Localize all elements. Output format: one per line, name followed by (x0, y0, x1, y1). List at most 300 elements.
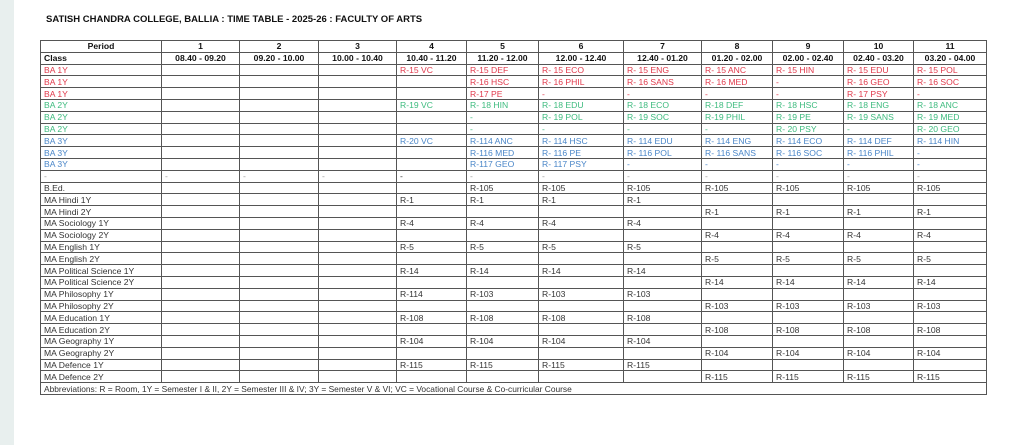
room-cell: - (624, 158, 702, 170)
room-cell (914, 335, 987, 347)
room-cell (319, 371, 397, 383)
room-cell (162, 99, 240, 111)
room-cell: R- 15 EDU (844, 64, 914, 76)
table-row (41, 347, 987, 359)
room-cell: - (624, 170, 702, 182)
room-cell (240, 276, 319, 288)
room-cell: R-4 (539, 217, 624, 229)
room-cell (844, 359, 914, 371)
room-cell (914, 265, 987, 277)
room-cell (162, 347, 240, 359)
room-cell (773, 335, 844, 347)
class-name-cell: MA Philosophy 1Y (41, 288, 162, 300)
room-cell: R-4 (773, 229, 844, 241)
room-cell (624, 371, 702, 383)
room-cell (319, 111, 397, 123)
room-cell (319, 123, 397, 135)
room-cell: R- 114 EDU (624, 135, 702, 147)
room-cell: - (539, 170, 624, 182)
room-cell (319, 88, 397, 100)
room-cell: - (844, 170, 914, 182)
room-cell (162, 229, 240, 241)
room-cell: - (702, 88, 773, 100)
room-cell (240, 217, 319, 229)
room-cell: - (467, 123, 539, 135)
room-cell (624, 253, 702, 265)
room-cell: R- 17 PSY (844, 88, 914, 100)
period-number: 5 (467, 41, 539, 53)
table-row (41, 300, 987, 312)
room-cell (702, 359, 773, 371)
room-cell: R- 18 ANC (914, 99, 987, 111)
room-cell (319, 359, 397, 371)
room-cell: R-108 (624, 312, 702, 324)
room-cell (773, 241, 844, 253)
room-cell: - (624, 123, 702, 135)
room-cell (539, 276, 624, 288)
room-cell: - (702, 123, 773, 135)
room-cell: R-14 (914, 276, 987, 288)
period-number: 9 (773, 41, 844, 53)
room-cell (319, 300, 397, 312)
room-cell: R- 18 HIN (467, 99, 539, 111)
room-cell: R-115 (844, 371, 914, 383)
room-cell: R- 117 PSY (539, 158, 624, 170)
room-cell: R-5 (624, 241, 702, 253)
room-cell: R-14 (624, 265, 702, 277)
class-name-cell: MA Education 2Y (41, 324, 162, 336)
room-cell (319, 324, 397, 336)
room-cell (914, 241, 987, 253)
room-cell (162, 312, 240, 324)
room-cell (467, 371, 539, 383)
room-cell: - (914, 88, 987, 100)
room-cell (162, 288, 240, 300)
room-cell: R- 18 HSC (773, 99, 844, 111)
room-cell: - (319, 170, 397, 182)
class-name-cell: MA Hindi 2Y (41, 206, 162, 218)
table-row (41, 123, 987, 135)
room-cell: R-4 (844, 229, 914, 241)
room-cell: R-1 (624, 194, 702, 206)
room-cell (467, 276, 539, 288)
room-cell (240, 229, 319, 241)
room-cell: R- 116 PHIL (844, 147, 914, 159)
room-cell: - (914, 158, 987, 170)
room-cell: R-18 DEF (702, 99, 773, 111)
room-cell (240, 300, 319, 312)
room-cell: R-103 (467, 288, 539, 300)
room-cell (319, 135, 397, 147)
room-cell: R-115 (773, 371, 844, 383)
table-row (41, 147, 987, 159)
room-cell: R-105 (624, 182, 702, 194)
room-cell (624, 206, 702, 218)
side-strip (0, 0, 14, 445)
room-cell: R-105 (702, 182, 773, 194)
room-cell (319, 147, 397, 159)
room-cell (702, 288, 773, 300)
room-cell: R- 114 ENG (702, 135, 773, 147)
room-cell (162, 123, 240, 135)
room-cell: - (844, 123, 914, 135)
room-cell: R-105 (914, 182, 987, 194)
room-cell: R-104 (914, 347, 987, 359)
room-cell (397, 76, 467, 88)
room-cell (467, 324, 539, 336)
room-cell: R- 114 ECO (773, 135, 844, 147)
room-cell: - (702, 158, 773, 170)
room-cell: R-108 (467, 312, 539, 324)
room-cell: R-5 (844, 253, 914, 265)
room-cell (702, 312, 773, 324)
table-row (41, 276, 987, 288)
room-cell (539, 229, 624, 241)
period-number: 4 (397, 41, 467, 53)
room-cell (397, 123, 467, 135)
room-cell (844, 265, 914, 277)
room-cell: R-19 VC (397, 99, 467, 111)
room-cell: R-1 (467, 194, 539, 206)
room-cell (319, 347, 397, 359)
room-cell: R-108 (702, 324, 773, 336)
room-cell: R- 18 EDU (539, 99, 624, 111)
room-cell (162, 88, 240, 100)
period-number: 10 (844, 41, 914, 53)
room-cell (467, 300, 539, 312)
table-row (41, 241, 987, 253)
room-cell (162, 265, 240, 277)
room-cell: R- 16 SANS (624, 76, 702, 88)
table-row (41, 64, 987, 76)
room-cell (240, 241, 319, 253)
room-cell (162, 300, 240, 312)
room-cell (319, 206, 397, 218)
room-cell: R- 18 ENG (844, 99, 914, 111)
room-cell: R-14 (773, 276, 844, 288)
room-cell: R-14 (467, 265, 539, 277)
room-cell (319, 276, 397, 288)
room-cell: R- 19 SOC (624, 111, 702, 123)
room-cell: - (624, 88, 702, 100)
period-time: 11.20 - 12.00 (467, 52, 539, 64)
period-time: 08.40 - 09.20 (162, 52, 240, 64)
class-name-cell: BA 3Y (41, 158, 162, 170)
room-cell (162, 359, 240, 371)
room-cell (397, 324, 467, 336)
room-cell: R-104 (539, 335, 624, 347)
room-cell: R- 16 SOC (914, 76, 987, 88)
class-name-cell: BA 1Y (41, 88, 162, 100)
room-cell (397, 111, 467, 123)
room-cell (240, 265, 319, 277)
room-cell (162, 335, 240, 347)
class-label: Class (41, 52, 162, 64)
room-cell: - (844, 158, 914, 170)
room-cell (914, 359, 987, 371)
room-cell: R-104 (624, 335, 702, 347)
room-cell (844, 335, 914, 347)
room-cell: R-104 (773, 347, 844, 359)
room-cell (162, 217, 240, 229)
room-cell (240, 158, 319, 170)
room-cell (914, 194, 987, 206)
class-name-cell: BA 2Y (41, 123, 162, 135)
timetable-body (41, 64, 987, 383)
room-cell (240, 312, 319, 324)
room-cell: R-108 (773, 324, 844, 336)
room-cell (162, 76, 240, 88)
room-cell: - (914, 170, 987, 182)
room-cell: - (539, 88, 624, 100)
room-cell (240, 206, 319, 218)
room-cell (702, 194, 773, 206)
period-time: 01.20 - 02.00 (702, 52, 773, 64)
class-name-cell: BA 1Y (41, 64, 162, 76)
room-cell (844, 312, 914, 324)
room-cell: R-15 DEF (467, 64, 539, 76)
timetable (40, 40, 987, 395)
class-name-cell: MA Defence 1Y (41, 359, 162, 371)
room-cell (162, 241, 240, 253)
room-cell: R- 114 HIN (914, 135, 987, 147)
room-cell: R-14 (539, 265, 624, 277)
room-cell: R-1 (773, 206, 844, 218)
room-cell: R-1 (539, 194, 624, 206)
table-row (41, 335, 987, 347)
room-cell: R- 15 ENG (624, 64, 702, 76)
room-cell (397, 158, 467, 170)
room-cell: R-4 (702, 229, 773, 241)
room-cell (844, 217, 914, 229)
room-cell: R-5 (467, 241, 539, 253)
table-row (41, 229, 987, 241)
room-cell: R-103 (539, 288, 624, 300)
room-cell: R-1 (702, 206, 773, 218)
class-name-cell: MA Sociology 1Y (41, 217, 162, 229)
room-cell: R-115 (914, 371, 987, 383)
room-cell: R- 19 SANS (844, 111, 914, 123)
period-row (41, 41, 987, 53)
room-cell: R-105 (844, 182, 914, 194)
room-cell: R-4 (914, 229, 987, 241)
room-cell (240, 111, 319, 123)
room-cell: R-20 VC (397, 135, 467, 147)
room-cell: R-17 PE (467, 88, 539, 100)
room-cell (624, 324, 702, 336)
room-cell: - (539, 123, 624, 135)
room-cell: R- 15 HIN (773, 64, 844, 76)
room-cell (539, 324, 624, 336)
room-cell (319, 64, 397, 76)
room-cell (162, 276, 240, 288)
room-cell (162, 111, 240, 123)
room-cell: - (467, 111, 539, 123)
class-name-cell: - (41, 170, 162, 182)
room-cell: R-4 (467, 217, 539, 229)
room-cell (162, 135, 240, 147)
room-cell: R-1 (844, 206, 914, 218)
room-cell: R-104 (702, 347, 773, 359)
room-cell: R-104 (397, 335, 467, 347)
room-cell (162, 64, 240, 76)
class-name-cell: BA 1Y (41, 76, 162, 88)
room-cell (162, 253, 240, 265)
room-cell (773, 312, 844, 324)
class-name-cell: B.Ed. (41, 182, 162, 194)
table-row (41, 265, 987, 277)
room-cell (397, 88, 467, 100)
room-cell (773, 194, 844, 206)
period-number: 3 (319, 41, 397, 53)
room-cell: - (702, 170, 773, 182)
table-row (41, 206, 987, 218)
room-cell (319, 265, 397, 277)
table-row (41, 324, 987, 336)
room-cell (702, 265, 773, 277)
table-row (41, 253, 987, 265)
room-cell (539, 371, 624, 383)
class-name-cell: MA Defence 2Y (41, 371, 162, 383)
room-cell (162, 324, 240, 336)
class-name-cell: MA English 1Y (41, 241, 162, 253)
room-cell: R-5 (539, 241, 624, 253)
room-cell: R-114 (397, 288, 467, 300)
room-cell (467, 229, 539, 241)
room-cell (240, 371, 319, 383)
room-cell (624, 229, 702, 241)
room-cell (240, 182, 319, 194)
room-cell (844, 288, 914, 300)
class-name-cell: BA 3Y (41, 135, 162, 147)
room-cell (467, 206, 539, 218)
room-cell (914, 217, 987, 229)
room-cell: R-114 ANC (467, 135, 539, 147)
table-row (41, 182, 987, 194)
room-cell: - (773, 170, 844, 182)
room-cell: R-14 (397, 265, 467, 277)
period-number: 1 (162, 41, 240, 53)
room-cell (319, 253, 397, 265)
room-cell (319, 182, 397, 194)
room-cell: R-105 (539, 182, 624, 194)
room-cell: R-108 (914, 324, 987, 336)
room-cell (162, 206, 240, 218)
class-name-cell: MA Geography 2Y (41, 347, 162, 359)
class-name-cell: MA Education 1Y (41, 312, 162, 324)
room-cell (702, 335, 773, 347)
time-row (41, 52, 987, 64)
room-cell (240, 123, 319, 135)
room-cell: R-115 (702, 371, 773, 383)
room-cell (240, 194, 319, 206)
period-time: 10.40 - 11.20 (397, 52, 467, 64)
period-time: 12.40 - 01.20 (624, 52, 702, 64)
period-time: 10.00 - 10.40 (319, 52, 397, 64)
period-number: 2 (240, 41, 319, 53)
room-cell (397, 300, 467, 312)
room-cell (240, 253, 319, 265)
room-cell (319, 312, 397, 324)
room-cell (162, 158, 240, 170)
room-cell (240, 135, 319, 147)
room-cell (240, 147, 319, 159)
room-cell: R-16 HSC (467, 76, 539, 88)
room-cell: R-5 (773, 253, 844, 265)
room-cell: R- 19 POL (539, 111, 624, 123)
table-row (41, 158, 987, 170)
room-cell: R-117 GEO (467, 158, 539, 170)
room-cell: R-15 VC (397, 64, 467, 76)
room-cell (319, 241, 397, 253)
room-cell: R-108 (397, 312, 467, 324)
room-cell (397, 206, 467, 218)
room-cell: - (397, 170, 467, 182)
room-cell: - (914, 147, 987, 159)
room-cell: R-104 (844, 347, 914, 359)
room-cell (624, 276, 702, 288)
room-cell: R-108 (844, 324, 914, 336)
room-cell (162, 147, 240, 159)
room-cell (397, 229, 467, 241)
room-cell (397, 182, 467, 194)
room-cell: R-103 (624, 288, 702, 300)
class-name-cell: BA 2Y (41, 111, 162, 123)
room-cell: R-105 (467, 182, 539, 194)
table-row (41, 99, 987, 111)
room-cell (467, 253, 539, 265)
room-cell: R-103 (773, 300, 844, 312)
period-number: 6 (539, 41, 624, 53)
room-cell: R-14 (702, 276, 773, 288)
room-cell: R- 114 HSC (539, 135, 624, 147)
room-cell (467, 347, 539, 359)
room-cell (773, 265, 844, 277)
room-cell: - (467, 170, 539, 182)
period-time: 02.00 - 02.40 (773, 52, 844, 64)
room-cell: R- 15 ANC (702, 64, 773, 76)
room-cell (844, 194, 914, 206)
class-name-cell: MA Hindi 1Y (41, 194, 162, 206)
room-cell: R- 20 PSY (773, 123, 844, 135)
room-cell (397, 276, 467, 288)
room-cell: R- 116 POL (624, 147, 702, 159)
room-cell (702, 217, 773, 229)
room-cell (397, 371, 467, 383)
room-cell: R- 16 MED (702, 76, 773, 88)
room-cell (319, 99, 397, 111)
room-cell (240, 359, 319, 371)
room-cell: - (773, 158, 844, 170)
table-row (41, 111, 987, 123)
period-time: 12.00 - 12.40 (539, 52, 624, 64)
room-cell (162, 194, 240, 206)
room-cell: R-108 (539, 312, 624, 324)
class-name-cell: MA Sociology 2Y (41, 229, 162, 241)
room-cell (162, 371, 240, 383)
room-cell: R-4 (624, 217, 702, 229)
room-cell (162, 182, 240, 194)
class-name-cell: MA Philosophy 2Y (41, 300, 162, 312)
room-cell (844, 241, 914, 253)
abbreviations-note: Abbreviations: R = Room, 1Y = Semester I & II, 2Y = Semester III & IV; 3Y = Semester V & VI; VC = Vocational Course & Co-curricular Course (41, 383, 987, 395)
period-number: 7 (624, 41, 702, 53)
table-row (41, 288, 987, 300)
room-cell (397, 253, 467, 265)
room-cell: R-115 (467, 359, 539, 371)
period-number: 11 (914, 41, 987, 53)
room-cell (240, 347, 319, 359)
